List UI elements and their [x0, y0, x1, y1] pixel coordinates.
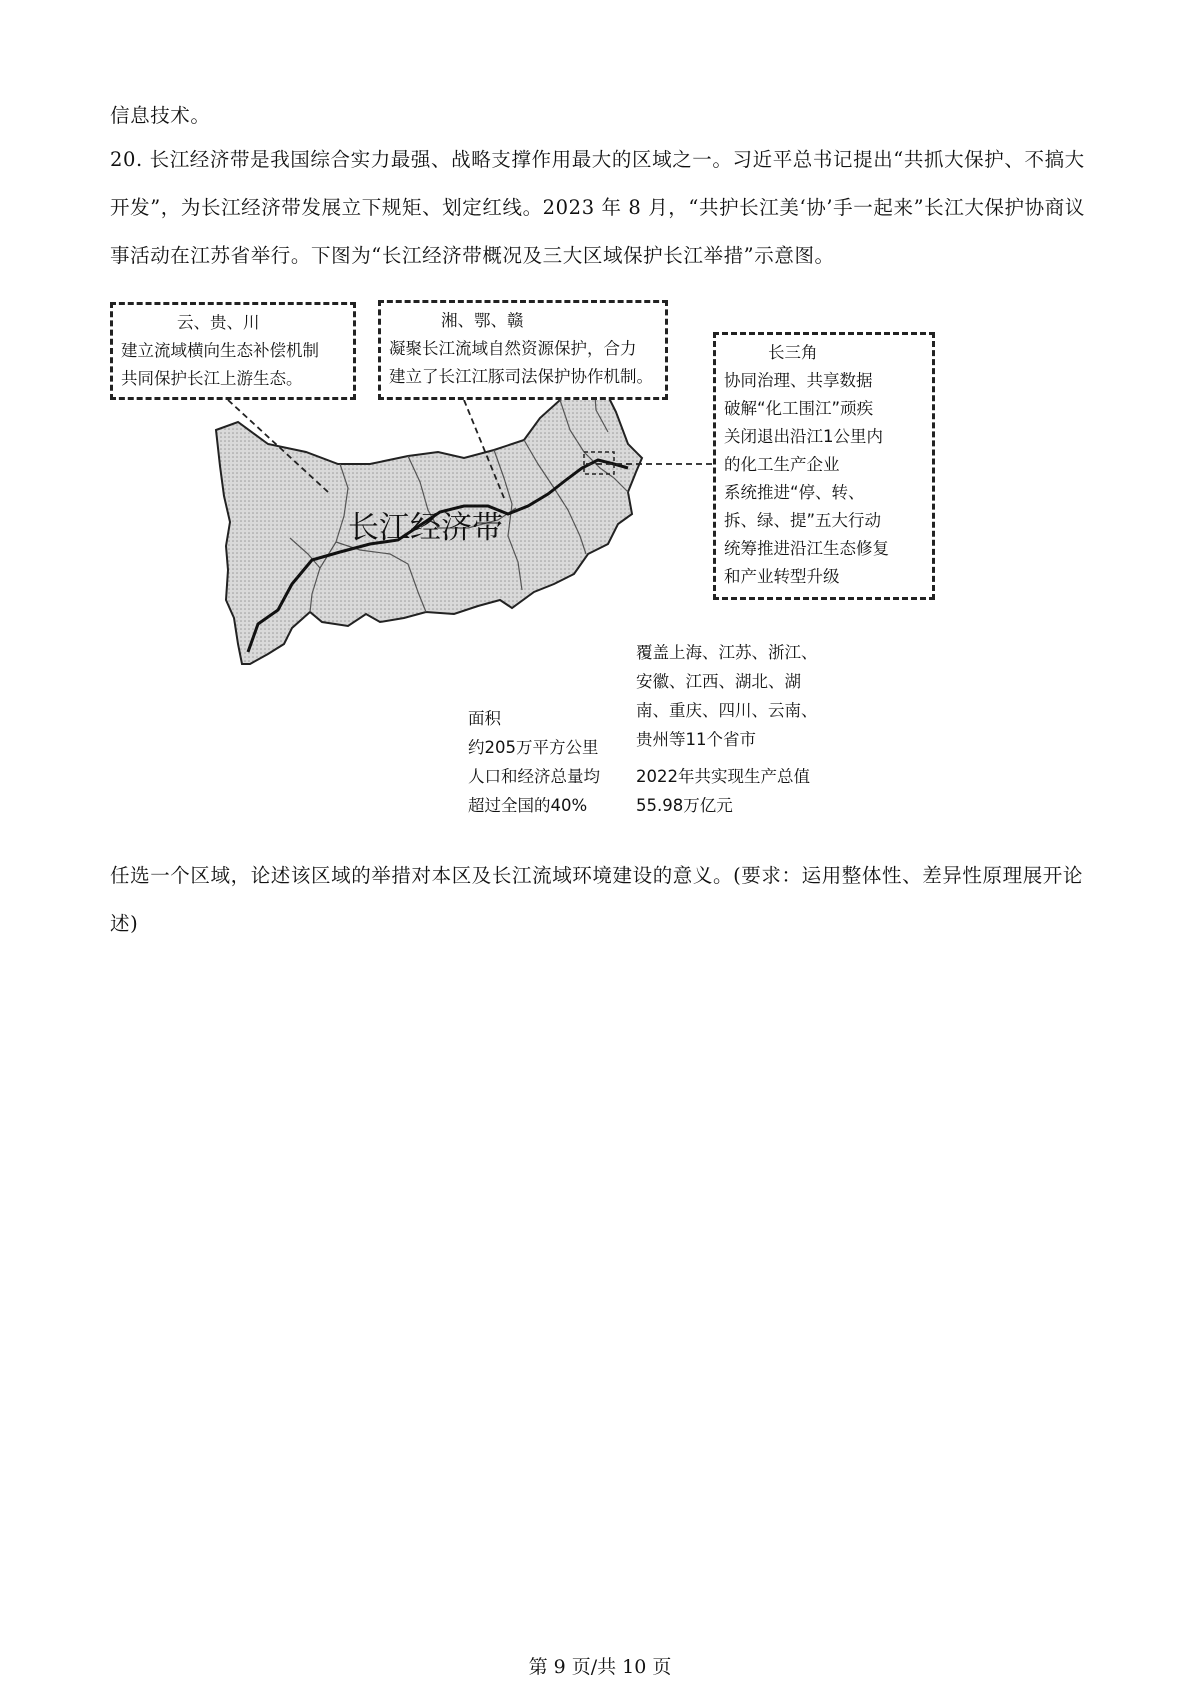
intro-text: 信息技术。: [110, 104, 211, 127]
box-hunan-hubei-jiangxi: [378, 300, 668, 400]
area-line: 约205万平方公里: [468, 738, 599, 757]
box-yunnan-guizhou-sichuan: [110, 302, 356, 400]
coverage-line: 南、重庆、四川、云南、: [636, 701, 818, 720]
coverage-line: 覆盖上海、江苏、浙江、: [636, 643, 818, 662]
box-middle-line: 建立了长江江豚司法保护协作机制。: [389, 367, 653, 386]
box-middle-line: 凝聚长江流域自然资源保护，合力: [389, 339, 637, 358]
box-delta-line: 的化工生产企业: [724, 455, 840, 474]
map-label: 长江经济带: [348, 510, 503, 546]
box-delta-line: 和产业转型升级: [724, 567, 840, 586]
population-line: 人口和经济总量均: [468, 767, 600, 786]
box-delta-line: 破解“化工围江”顽疾: [724, 399, 874, 418]
box-delta-line: 拆、绿、提”五大行动: [724, 511, 882, 530]
box-yangtze-delta: [713, 332, 935, 600]
box-delta-title: 长三角: [768, 343, 818, 362]
task-text: 任选一个区域，论述该区域的举措对本区及长江流域环境建设的意义。(要求：运用整体性、差异性原理展开论述): [110, 864, 1084, 935]
coverage-line: 贵州等11个省市: [636, 730, 756, 749]
gdp-line: 2022年共实现生产总值: [636, 767, 810, 786]
box-delta-line: 系统推进“停、转、: [724, 483, 865, 502]
yangtze-economic-belt-figure: [108, 292, 938, 832]
area-note: [468, 704, 668, 762]
box-delta-line: 关闭退出沿江1公里内: [724, 427, 883, 446]
question-20-text: 20. 长江经济带是我国综合实力最强、战略支撑作用最大的区域之一。习近平总书记提出“共抓大保护、不搞大开发”，为长江经济带发展立下规矩、划定红线。2023 年 8 月，“共护长江美‘协’手一起来”长江大保护协商议事活动在江苏省举行。下图为“长江经济带概况及三大区域保护长江举措”示意图。: [110, 148, 1085, 267]
page-footer: 第 9 页/共 10 页: [528, 1656, 672, 1678]
gdp-note: [636, 762, 856, 820]
box-delta-line: 协同治理、共享数据: [724, 371, 873, 390]
box-upper-line: 建立流域横向生态补偿机制: [121, 341, 319, 360]
box-upper-line: 共同保护长江上游生态。: [121, 369, 303, 388]
box-middle-title: 湘、鄂、赣: [441, 311, 524, 330]
area-line: 面积: [468, 709, 501, 728]
coverage-line: 安徽、江西、湖北、湖: [636, 672, 801, 691]
coverage-note: [636, 638, 856, 754]
gdp-line: 55.98万亿元: [636, 796, 733, 815]
box-delta-line: 统筹推进沿江生态修复: [724, 539, 889, 558]
population-line: 超过全国的40%: [468, 796, 588, 815]
box-upper-title: 云、贵、川: [177, 313, 260, 332]
